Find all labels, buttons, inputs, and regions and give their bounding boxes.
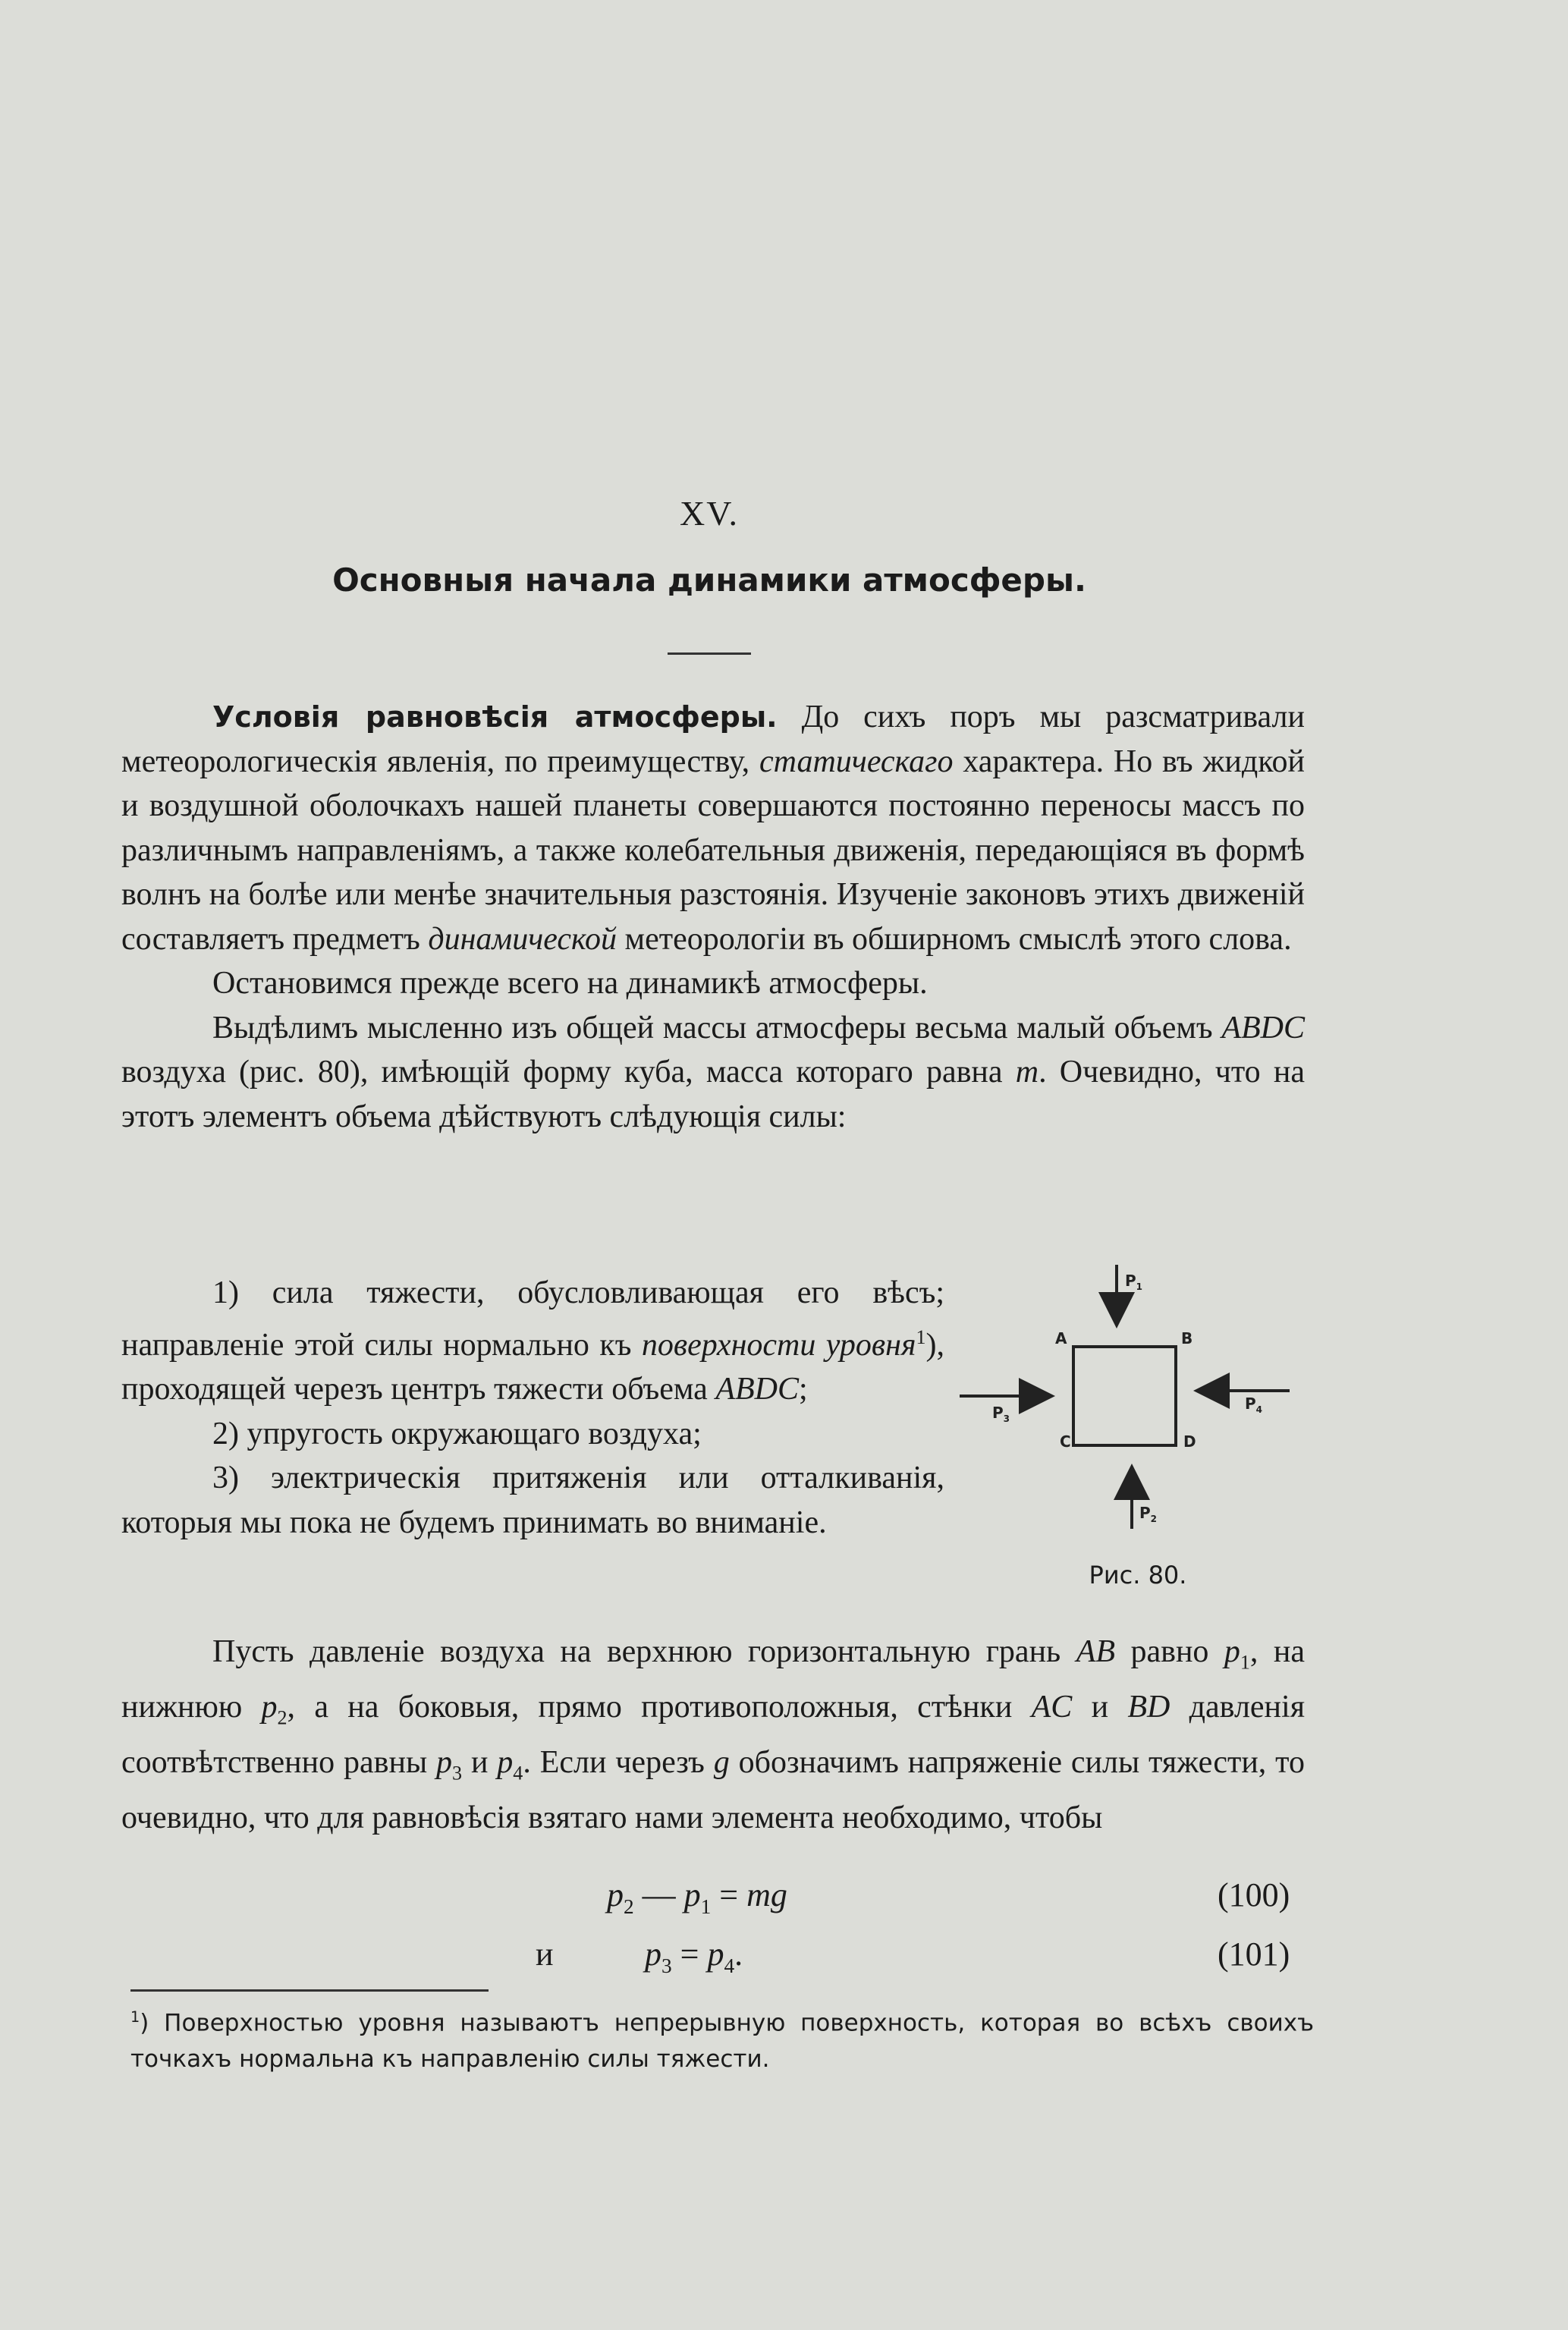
equation-101: $p_3 = p_4$.: [645, 1935, 743, 1977]
footnote-rule: [130, 1989, 489, 1992]
list-item-2: 2) упругость окружающаго воздуха;: [212, 1416, 702, 1451]
figure-caption: Рис. 80.: [1089, 1561, 1187, 1589]
equation-100: $p_2$ — $p_1$ = mg: [607, 1876, 787, 1918]
list-item-1: 1) сила тяжести, обусловливающая его вѣсъ; направленіе этой силы нормально къ поверхности уровня$^1$), проходящей черезъ центръ тяжести объема ABDC;: [121, 1275, 944, 1407]
cube-face-square: [1073, 1347, 1176, 1445]
paragraph-4: Пусть давленіе воздуха на верхнюю горизонтальную грань AB равно $p_1$, на нижнюю $p_2$, а на боковыя, прямо противоположныя, стѣнки AC и BD давленія соотвѣтственно равны $p_3$ и $p_4$. Если черезъ g обозначимъ напряженіе силы тяжести, то очевидно, что для равновѣсія взятаго нами элемента необходимо, чтобы: [121, 1634, 1306, 1835]
para3-text-3: . Очевидно, что на этотъ элементъ объема дѣйствуютъ слѣдующія силы:: [121, 1055, 1306, 1134]
intro-section: [121, 695, 1305, 1139]
pressure-section: [121, 1630, 1305, 1840]
paragraph-2: Остановимся прежде всего на динамикѣ атмосферы.: [212, 966, 928, 1001]
section-lead: Условія равновѣсія атмосферы.: [212, 700, 778, 734]
intro-paragraph: [121, 695, 1305, 961]
intro-text-3: метеорологіи въ обширномъ смыслѣ этого слова.: [617, 921, 1292, 957]
intro-text-2: характера. Но въ жидкой и воздушной оболочкахъ нашей планеты совершаются постоянно переносы массъ по различнымъ направленіямъ, а также колебательныя движенія, передающіяся въ формѣ волнъ на болѣе или менѣе значительныя разстоянія. Изученіе законовъ этихъ движеній составляетъ предметъ: [121, 744, 1305, 957]
intro-em-1: статическаго: [759, 744, 954, 779]
label-p2: $P_2$: [1139, 1504, 1158, 1524]
paragraph-3: [121, 1006, 1305, 1140]
figure-80-cube-diagram: [952, 1248, 1301, 1597]
label-d: D: [1183, 1432, 1196, 1451]
para3-text-2: воздуха (рис. 80), имѣющій форму куба, масса котораго равна: [121, 1055, 1016, 1090]
label-a: A: [1055, 1329, 1067, 1347]
label-p3: $P_3$: [992, 1404, 1010, 1424]
chapter-number: XV.: [679, 494, 739, 533]
footnote-marker: 1: [130, 2008, 140, 2026]
equation-and-label: и: [536, 1935, 554, 1973]
label-p1: $P_1$: [1125, 1272, 1143, 1292]
forces-list: [121, 1271, 944, 1545]
para3-em-2: m: [1015, 1055, 1039, 1090]
chapter-title: Основныя начала динамики атмосферы.: [332, 561, 1086, 599]
intro-text-1: До сихъ поръ мы разсматривали метеорологическія явленія, по преимуществу,: [121, 700, 1305, 779]
para3-em-1: ABDC: [1221, 1010, 1305, 1046]
label-b: B: [1181, 1329, 1193, 1347]
label-c: C: [1060, 1432, 1071, 1451]
list-item-3: 3) электрическія притяженія или отталкиванія, которыя мы пока не будемъ принимать во вниманіе.: [121, 1461, 944, 1540]
footnote-text: ) Поверхностью уровня называютъ непрерывную поверхность, которая во всѣхъ своихъ точкахъ нормальна къ направленію силы тяжести.: [130, 2009, 1314, 2074]
para3-text-1: Выдѣлимъ мысленно изъ общей массы атмосферы весьма малый объемъ: [212, 1010, 1222, 1046]
equation-number-100: (100): [1218, 1876, 1290, 1913]
footnote: [130, 1999, 1314, 2077]
equation-number-101: (101): [1218, 1935, 1290, 1973]
intro-em-2: динамической: [428, 921, 617, 957]
title-divider: [668, 652, 751, 655]
label-p4: $P_4$: [1245, 1395, 1263, 1415]
